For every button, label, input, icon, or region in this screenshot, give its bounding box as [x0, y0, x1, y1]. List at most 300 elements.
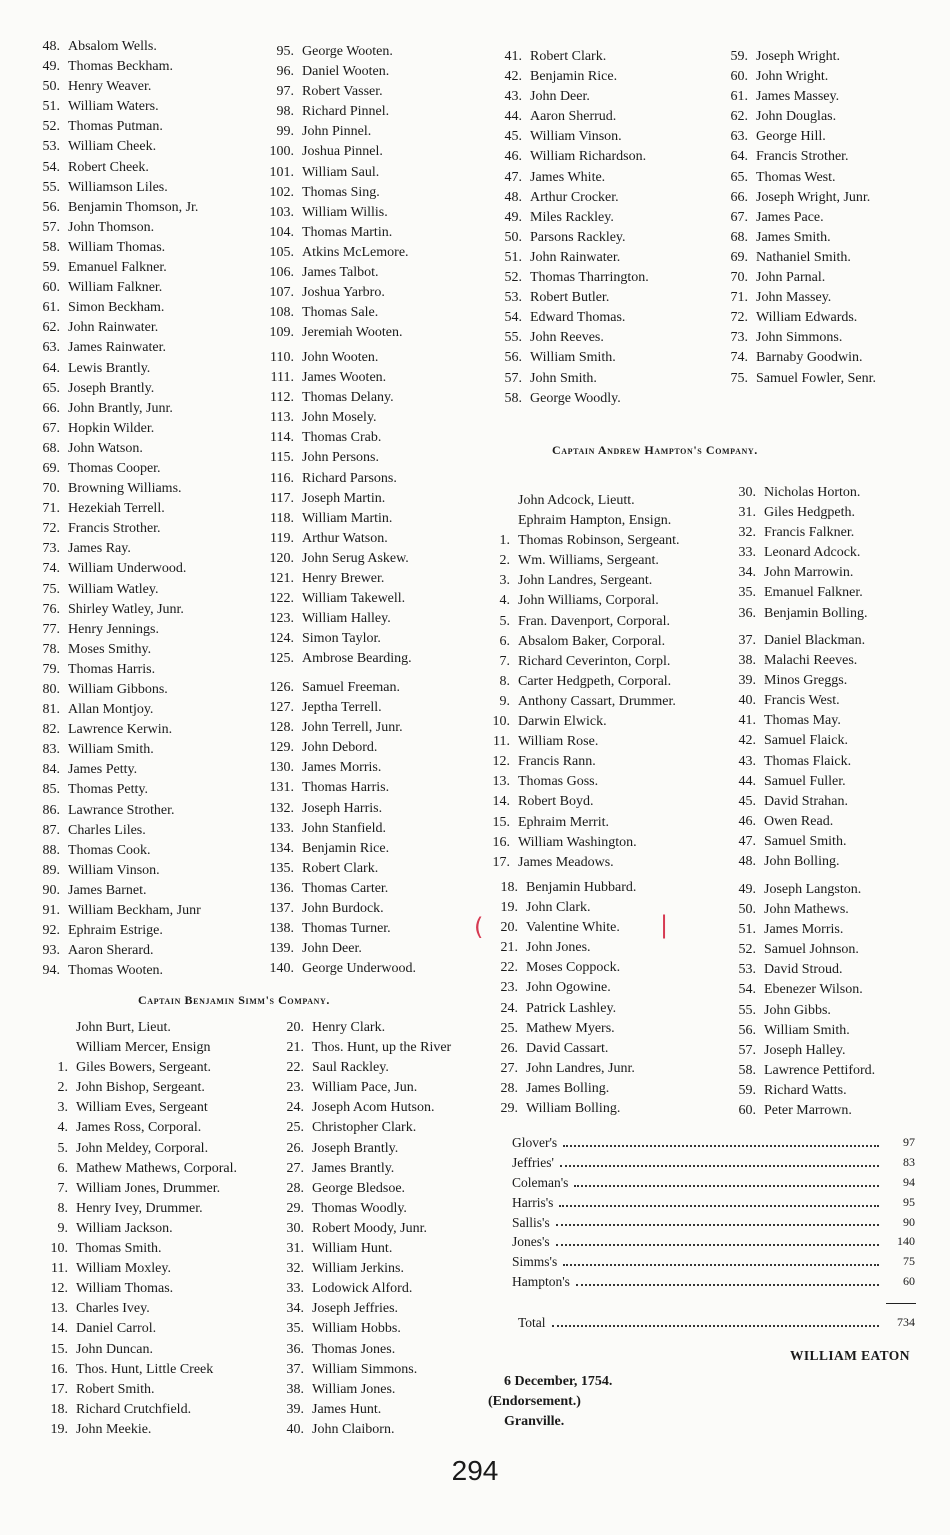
- entry-name: John Deer.: [302, 941, 362, 957]
- entry-number: 81.: [42, 702, 60, 718]
- roster-entry: [250, 448, 412, 468]
- entry-name: William Thomas.: [76, 1281, 174, 1297]
- entry-number: 60.: [730, 69, 748, 85]
- entry-name: Williamson Liles.: [68, 179, 168, 195]
- entry-number: 30.: [738, 485, 756, 500]
- entry-number: 49.: [42, 59, 60, 75]
- entry-number: 36.: [738, 605, 756, 621]
- roster-entry: [264, 1159, 451, 1179]
- entry-name: William Saul.: [302, 164, 380, 180]
- roster-entry: [22, 399, 201, 419]
- entry-number: 51.: [42, 99, 60, 115]
- roster-entry: [22, 198, 201, 218]
- entry-number: 57.: [738, 1042, 756, 1058]
- roster-entry: [22, 600, 201, 620]
- entry-number: 21.: [500, 940, 518, 956]
- entry-number: 119.: [270, 530, 294, 546]
- entry-number: 65.: [730, 169, 748, 185]
- roster-entry: [488, 978, 636, 998]
- entry-number: 86.: [42, 802, 60, 818]
- entry-name: Peter Marrown.: [764, 1103, 852, 1119]
- entry-number: 28.: [500, 1080, 518, 1096]
- roster-entry: [496, 328, 649, 348]
- entry-name: Thomas Woodly.: [312, 1200, 407, 1216]
- entry-number: 41.: [504, 49, 522, 64]
- roster-entry: [264, 1118, 451, 1138]
- entry-number: 26.: [500, 1040, 518, 1056]
- entry-name: Thomas Tharrington.: [530, 270, 649, 286]
- leader-dots: [563, 1252, 879, 1266]
- roster-entry: [22, 640, 201, 660]
- entry-name: William Jerkins.: [312, 1261, 404, 1277]
- roster-entry: [250, 859, 416, 879]
- roster-entry: [726, 604, 867, 624]
- entry-number: 25.: [286, 1120, 304, 1136]
- entry-name: Daniel Blackman.: [764, 633, 866, 648]
- entry-name: Carter Hedgpeth, Corporal.: [518, 673, 672, 689]
- roster-column-b-part3: [250, 678, 416, 979]
- entry-number: 140.: [269, 961, 294, 977]
- roster-entry: [264, 1340, 451, 1360]
- entry-number: 76.: [42, 601, 60, 617]
- roster-entry: [28, 1380, 237, 1400]
- entry-number: 20.: [286, 1020, 304, 1035]
- entry-name: Richard Watts.: [764, 1082, 847, 1098]
- entry-number: 48.: [504, 189, 522, 205]
- entry-number: 26.: [286, 1140, 304, 1156]
- roster-entry: [28, 1420, 237, 1440]
- entry-name: John Landres, Junr.: [526, 1060, 635, 1076]
- entry-name: Henry Brewer.: [302, 571, 385, 587]
- roster-column-d: [712, 47, 876, 389]
- roster-entry: [28, 1098, 237, 1118]
- entry-name: William Smith.: [68, 742, 154, 758]
- roster-entry: [250, 879, 416, 899]
- entry-name: Mathew Mathews, Corporal.: [76, 1160, 237, 1176]
- entry-number: 103.: [269, 204, 294, 220]
- entry-name: Joshua Pinnel.: [302, 144, 383, 160]
- entry-name: John Persons.: [302, 450, 380, 466]
- entry-number: 92.: [42, 923, 60, 939]
- entry-name: Darwin Elwick.: [518, 714, 607, 730]
- entry-number: 21.: [286, 1040, 304, 1056]
- entry-number: 133.: [269, 820, 294, 836]
- roster-entry: [22, 37, 201, 57]
- roster-entry: [22, 720, 201, 740]
- entry-name: William Moxley.: [76, 1261, 171, 1277]
- entry-number: 89.: [42, 862, 60, 878]
- roster-entry: [488, 712, 680, 732]
- entry-number: 7.: [57, 1180, 68, 1196]
- entry-number: 63.: [730, 129, 748, 145]
- entry-name: William Vinson.: [530, 129, 622, 145]
- roster-entry: [496, 308, 649, 328]
- roster-entry: [488, 958, 636, 978]
- entry-number: 101.: [269, 164, 294, 180]
- entry-number: 54.: [42, 159, 60, 175]
- roster-entry: [496, 87, 649, 107]
- entry-name: William Vinson.: [68, 862, 160, 878]
- entry-name: Thomas May.: [764, 713, 841, 729]
- roster-entry: [22, 258, 201, 278]
- roster-entry: [720, 1021, 875, 1041]
- entry-number: 27.: [500, 1060, 518, 1076]
- roster-entry: [712, 248, 876, 268]
- entry-number: 109.: [269, 325, 294, 341]
- entry-name: John Smith.: [530, 370, 597, 386]
- entry-number: 58.: [504, 390, 522, 406]
- entry-name: Robert Smith.: [76, 1381, 155, 1397]
- entry-name: Thomas Robinson, Sergeant.: [518, 533, 680, 549]
- entry-name: Robert Butler.: [530, 290, 610, 306]
- entry-name: Daniel Wooten.: [302, 64, 390, 80]
- roster-entry: [250, 102, 409, 122]
- entry-name: Simon Taylor.: [302, 631, 381, 647]
- roster-entry: [720, 812, 865, 832]
- entry-name: Moses Smithy.: [68, 641, 152, 657]
- roster-entry: [250, 839, 416, 859]
- entry-name: William Waters.: [68, 99, 159, 115]
- entry-number: 123.: [269, 611, 294, 627]
- entry-number: 3.: [499, 573, 510, 589]
- entry-number: 104.: [269, 224, 294, 240]
- roster-entry: [264, 1199, 451, 1219]
- entry-name: William Underwood.: [68, 561, 187, 577]
- roster-entry: [22, 881, 201, 901]
- tally-company: Jeffries': [512, 1154, 554, 1170]
- roster-entry: [720, 900, 875, 920]
- entry-number: 24.: [500, 1000, 518, 1016]
- entry-number: 59.: [42, 260, 60, 276]
- roster-entry: [720, 1001, 875, 1021]
- entry-number: 40.: [286, 1421, 304, 1437]
- tally-row: [512, 1252, 915, 1272]
- entry-number: 62.: [42, 320, 60, 336]
- roster-entry: [22, 97, 201, 117]
- entry-number: 8.: [499, 673, 510, 689]
- entry-number: 29.: [500, 1101, 518, 1117]
- roster-entry: [488, 792, 680, 812]
- roster-entry: [264, 1179, 451, 1199]
- page-number: 294: [451, 1455, 499, 1486]
- entry-number: 31.: [738, 505, 756, 521]
- roster-entry: [250, 939, 416, 959]
- entry-name: William Gibbons.: [68, 682, 168, 697]
- entry-number: 58.: [42, 239, 60, 255]
- entry-number: 9.: [57, 1220, 68, 1236]
- roster-entry: [496, 127, 649, 147]
- entry-number: 32.: [286, 1261, 304, 1277]
- roster-entry: [712, 168, 876, 188]
- roster-entry: [250, 388, 412, 408]
- roster-entry: [22, 821, 201, 841]
- entry-name: Robert Boyd.: [518, 794, 594, 810]
- entry-name: Ephraim Merrit.: [518, 814, 609, 830]
- roster-entry: [22, 459, 201, 479]
- entry-name: William Beckham, Junr: [68, 903, 201, 919]
- entry-name: John Parnal.: [756, 270, 826, 286]
- entry-name: Joseph Martin.: [302, 490, 386, 506]
- place: Granville.: [504, 1414, 565, 1429]
- entry-name: William Richardson.: [530, 149, 647, 165]
- roster-entry: [488, 652, 680, 672]
- roster-entry: [264, 1259, 451, 1279]
- entry-name: John Deer.: [530, 89, 590, 105]
- entry-name: John Brantly, Junr.: [68, 400, 173, 416]
- roster-entry: [22, 740, 201, 760]
- roster-entry: [22, 941, 201, 961]
- roster-entry: [22, 117, 201, 137]
- entry-name: John Mosely.: [302, 410, 377, 426]
- entry-number: 126.: [269, 680, 294, 695]
- entry-number: 122.: [269, 591, 294, 607]
- entry-number: 100.: [269, 144, 294, 160]
- entry-name: Giles Hedgpeth.: [764, 505, 855, 521]
- roster-entry: [22, 861, 201, 881]
- roster-entry: [726, 543, 867, 563]
- entry-number: 90.: [42, 882, 60, 898]
- entry-number: 93.: [42, 943, 60, 959]
- date-line: 6 December, 1754.: [504, 1374, 613, 1389]
- entry-name: Joseph Wright, Junr.: [756, 189, 871, 205]
- roster-entry: [250, 82, 409, 102]
- roster-entry: [22, 921, 201, 941]
- entry-number: 67.: [730, 209, 748, 225]
- roster-entry: [496, 67, 649, 87]
- entry-number: 54.: [504, 310, 522, 326]
- entry-number: 15.: [50, 1341, 68, 1357]
- entry-name: Lodowick Alford.: [312, 1281, 413, 1297]
- roster-entry: [250, 589, 412, 609]
- entry-number: 60.: [738, 1103, 756, 1119]
- entry-number: 38.: [738, 653, 756, 669]
- entry-number: 8.: [57, 1200, 68, 1216]
- entry-number: 131.: [269, 780, 294, 796]
- tally-row: [512, 1153, 915, 1173]
- roster-entry: [726, 483, 867, 503]
- roster-entry: [488, 918, 636, 938]
- entry-name: Nathaniel Smith.: [756, 249, 851, 265]
- entry-number: 33.: [286, 1281, 304, 1297]
- entry-name: Saul Rackley.: [312, 1060, 389, 1076]
- entry-name: James Brantly.: [312, 1160, 395, 1176]
- entry-name: Richard Pinnel.: [302, 104, 390, 120]
- roster-entry: [488, 511, 680, 531]
- entry-name: Jeptha Terrell.: [302, 700, 382, 716]
- roster-entry: [720, 651, 865, 671]
- entry-name: James Massey.: [756, 89, 840, 105]
- roster-entry: [22, 379, 201, 399]
- entry-number: 33.: [738, 545, 756, 561]
- entry-name: William Jones.: [312, 1381, 396, 1397]
- roster-entry: [496, 348, 649, 368]
- entry-name: George Woodly.: [530, 390, 621, 406]
- roster-entry: [712, 107, 876, 127]
- roster-entry: [250, 62, 409, 82]
- entry-name: James Petty.: [68, 762, 138, 778]
- entry-number: 49.: [504, 209, 522, 225]
- entry-name: Daniel Carrol.: [76, 1321, 157, 1337]
- entry-number: 54.: [738, 982, 756, 998]
- entry-name: Atkins McLemore.: [302, 244, 409, 260]
- entry-name: Robert Vasser.: [302, 84, 383, 100]
- leader-dots: [563, 1133, 879, 1147]
- entry-name: Henry Jennings.: [68, 621, 159, 637]
- entry-name: John Debord.: [302, 740, 378, 756]
- entry-number: 84.: [42, 762, 60, 778]
- roster-entry: [22, 298, 201, 318]
- entry-number: 129.: [269, 740, 294, 756]
- entry-name: Joseph Brantly.: [68, 380, 155, 396]
- entry-name: William Jones, Drummer.: [76, 1180, 221, 1196]
- entry-name: Robert Clark.: [530, 49, 607, 64]
- entry-number: 110.: [270, 350, 294, 365]
- entry-name: Samuel Fowler, Senr.: [756, 370, 876, 386]
- entry-name: Richard Ceverinton, Corpl.: [518, 653, 671, 669]
- entry-number: 38.: [286, 1381, 304, 1397]
- entry-number: 48.: [42, 39, 60, 54]
- entry-name: Thomas Harris.: [302, 780, 390, 796]
- entry-name: George Bledsoe.: [312, 1180, 406, 1196]
- tally-company: Simms's: [512, 1254, 558, 1270]
- entry-number: 1.: [499, 533, 510, 549]
- roster-entry: [22, 780, 201, 800]
- entry-name: John Claiborn.: [312, 1421, 395, 1437]
- entry-name: Arthur Watson.: [302, 530, 388, 546]
- entry-name: Charles Ivey.: [76, 1301, 150, 1317]
- entry-number: 4.: [499, 593, 510, 609]
- entry-number: 47.: [504, 169, 522, 185]
- entry-name: Henry Ivey, Drummer.: [76, 1200, 203, 1216]
- entry-number: 34.: [738, 565, 756, 581]
- entry-number: 53.: [504, 290, 522, 306]
- roster-entry: [250, 283, 409, 303]
- entry-name: Francis Strother.: [756, 149, 849, 165]
- entry-name: Miles Rackley.: [530, 209, 614, 225]
- entry-number: 28.: [286, 1180, 304, 1196]
- roster-entry: [28, 1058, 237, 1078]
- roster-entry: [488, 1059, 636, 1079]
- entry-name: Thomas Cook.: [68, 842, 151, 858]
- entry-name: Thomas Flaick.: [764, 753, 852, 769]
- entry-number: 70.: [730, 270, 748, 286]
- entry-name: Joseph Halley.: [764, 1042, 846, 1058]
- entry-name: William Hobbs.: [312, 1321, 401, 1337]
- entry-number: 37.: [738, 633, 756, 648]
- roster-entry: [28, 1179, 237, 1199]
- roster-entry: [22, 559, 201, 579]
- entry-name: George Underwood.: [302, 961, 417, 977]
- entry-number: 68.: [730, 229, 748, 245]
- total-leader-dots: [552, 1313, 879, 1327]
- roster-entry: [720, 960, 875, 980]
- tally-company: Hampton's: [512, 1274, 570, 1290]
- entry-number: 102.: [269, 184, 294, 200]
- tally-company: Sallis's: [512, 1214, 550, 1230]
- roster-entry: [488, 692, 680, 712]
- roster-entry: [250, 959, 416, 979]
- entry-number: 125.: [269, 651, 294, 667]
- entry-name: James Ray.: [68, 541, 131, 557]
- roster-entry: [22, 137, 201, 157]
- entry-number: 53.: [738, 962, 756, 978]
- entry-number: 64.: [42, 360, 60, 376]
- entry-number: 10.: [492, 714, 510, 730]
- entry-name: David Cassart.: [526, 1040, 609, 1056]
- entry-name: John Mathews.: [764, 902, 849, 918]
- entry-number: 43.: [504, 89, 522, 105]
- entry-number: 65.: [42, 380, 60, 396]
- roster-entry: [264, 1420, 451, 1440]
- entry-name: Samuel Johnson.: [764, 942, 859, 958]
- company-tally: [512, 1133, 915, 1292]
- roster-entry: [250, 368, 412, 388]
- roster-entry: [250, 649, 412, 669]
- entry-name: Christopher Clark.: [312, 1120, 417, 1136]
- entry-name: Thomas Sale.: [302, 305, 379, 321]
- roster-entry: [720, 772, 865, 792]
- entry-name: William Simmons.: [312, 1361, 418, 1377]
- roster-entry: [250, 223, 409, 243]
- roster-entry: [488, 1019, 636, 1039]
- roster-entry: [28, 1340, 237, 1360]
- entry-name: Benjamin Rice.: [530, 69, 618, 85]
- roster-entry: [720, 920, 875, 940]
- entry-name: Joseph Harris.: [302, 800, 383, 816]
- entry-number: 130.: [269, 760, 294, 776]
- entry-number: 2.: [57, 1080, 68, 1096]
- entry-number: 137.: [269, 901, 294, 917]
- entry-name: Samuel Freeman.: [302, 680, 400, 695]
- entry-name: Lewis Brantly.: [68, 360, 151, 376]
- roster-entry: [250, 142, 409, 162]
- roster-entry: [28, 1360, 237, 1380]
- roster-entry: [496, 288, 649, 308]
- entry-name: James Pace.: [756, 209, 824, 225]
- roster-entry: [22, 901, 201, 921]
- hampton-column-left-part1: [488, 491, 680, 873]
- entry-name: Thomas Putman.: [68, 119, 163, 135]
- entry-name: Thomas Jones.: [312, 1341, 396, 1357]
- roster-entry: [488, 612, 680, 632]
- tally-row: [512, 1272, 915, 1292]
- entry-name: Francis Falkner.: [764, 525, 855, 541]
- entry-name: John Simmons.: [756, 330, 843, 346]
- entry-name: Emanuel Falkner.: [68, 260, 167, 276]
- roster-entry: [488, 878, 636, 898]
- entry-number: 37.: [286, 1361, 304, 1377]
- entry-name: William Falkner.: [68, 280, 163, 296]
- entry-number: 69.: [730, 249, 748, 265]
- leader-dots: [559, 1193, 879, 1207]
- entry-number: 25.: [500, 1020, 518, 1036]
- total-rule: [886, 1303, 916, 1304]
- roster-entry: [250, 303, 409, 323]
- roster-entry: [720, 631, 865, 651]
- entry-number: 14.: [492, 794, 510, 810]
- entry-name: Patrick Lashley.: [526, 1000, 617, 1016]
- entry-number: 30.: [286, 1220, 304, 1236]
- roster-entry: [488, 752, 680, 772]
- entry-number: 83.: [42, 742, 60, 758]
- entry-name: Benjamin Thomson, Jr.: [68, 199, 199, 215]
- entry-name: William Bolling.: [526, 1101, 621, 1117]
- entry-number: 40.: [738, 693, 756, 709]
- roster-entry: [488, 1039, 636, 1059]
- entry-number: 13.: [50, 1301, 68, 1317]
- entry-name: Samuel Fuller.: [764, 773, 846, 789]
- entry-number: 66.: [42, 400, 60, 416]
